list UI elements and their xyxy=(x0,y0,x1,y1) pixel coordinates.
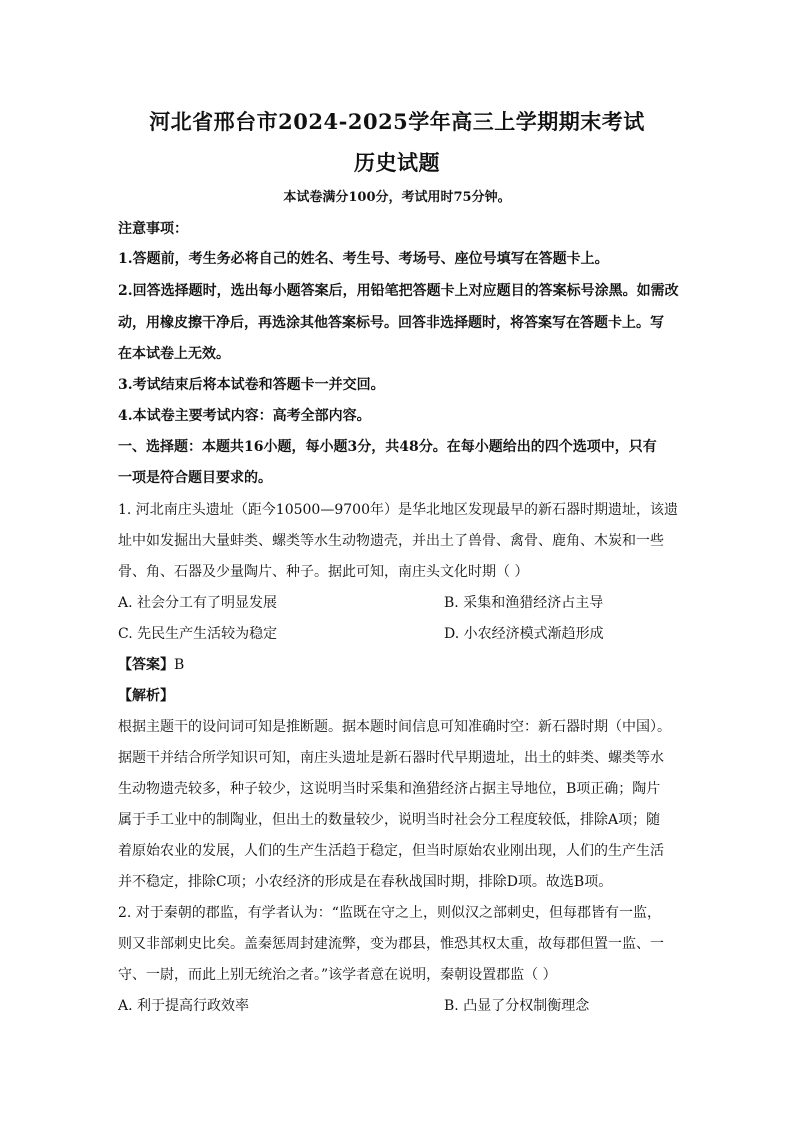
note-line: 1.答题前，考生务必将自己的姓名、考生号、考场号、座位号填写在答题卡上。 xyxy=(118,251,609,267)
section-heading: 一项是符合题目要求的。 xyxy=(118,470,272,486)
question-stem: 址中如发掘出大量蚌类、螺类等水生动物遗壳，并出土了兽骨、禽骨、鹿角、木炭和一些 xyxy=(118,533,664,549)
exam-title: 河北省邢台市2024-2025学年高三上学期期末考试 xyxy=(149,109,645,134)
analysis-label: 【解析】 xyxy=(118,688,174,704)
question-stem: 2. 对于秦朝的郡监，有学者认为：“监既在守之上，则似汉之部刺史，但每郡皆有一监， xyxy=(118,905,661,921)
exam-meta: 本试卷满分100分，考试用时75分钟。 xyxy=(283,190,511,205)
question-stem: 骨、角、石器及少量陶片、种子。据此可知，南庄头文化时期（ ） xyxy=(118,564,529,580)
question-stem: 则又非部刺史比矣。盖秦惩周封建流弊，变为郡县，惟恐其权太重，故每郡但置一监、一 xyxy=(118,936,664,952)
analysis-line: 根据主题干的设问词可知是推断题。据本题时间信息可知准确时空：新石器时期（中国）。 xyxy=(118,719,671,735)
analysis-line: 据题干并结合所学知识可知，南庄头遗址是新石器时代早期遗址，出土的蚌类、螺类等水 xyxy=(118,750,664,766)
question-stem: 1. 河北南庄头遗址（距今10500—9700年）是华北地区发现最早的新石器时期遗址，该遗 xyxy=(118,502,678,518)
subject-title: 历史试题 xyxy=(354,150,440,175)
option-b: B. 凸显了分权制衡理念 xyxy=(444,998,590,1014)
option-d: D. 小农经济模式渐趋形成 xyxy=(444,626,604,642)
answer-label: 【答案】 xyxy=(118,657,174,673)
answer-line xyxy=(118,655,678,675)
notes-heading: 注意事项： xyxy=(118,221,188,237)
question-stem: 守、一尉，而此上别无统治之者。”该学者意在说明，秦朝设置郡监（ ） xyxy=(118,967,557,983)
note-line: 4.本试卷主要考试内容：高考全部内容。 xyxy=(118,408,371,424)
option-b: B. 采集和渔猎经济占主导 xyxy=(444,595,604,611)
analysis-line: 并不稳定，排除C项；小农经济的形成是在春秋战国时期，排除D项。故选B项。 xyxy=(118,874,613,890)
analysis-line: 属于手工业中的制陶业，但出土的数量较少，说明当时社会分工程度较低，排除A项；随 xyxy=(118,812,661,828)
section-heading: 一、选择题：本题共16小题，每小题3分，共48分。在每小题给出的四个选项中，只有 xyxy=(118,439,657,455)
option-a: A. 社会分工有了明显发展 xyxy=(118,595,278,611)
answer-value: B xyxy=(174,657,185,673)
note-line: 动，用橡皮擦干净后，再选涂其他答案标号。回答非选择题时，将答案写在答题卡上。写 xyxy=(118,315,664,331)
option-a: A. 利于提高行政效率 xyxy=(118,998,250,1014)
note-line: 3.考试结束后将本试卷和答题卡一并交回。 xyxy=(118,377,385,393)
analysis-line: 着原始农业的发展，人们的生产生活趋于稳定，但当时原始农业刚出现，人们的生产生活 xyxy=(118,843,664,859)
option-c: C. 先民生产生活较为稳定 xyxy=(118,626,278,642)
note-line: 2.回答选择题时，选出每小题答案后，用铅笔把答题卡上对应题目的答案标号涂黑。如需改 xyxy=(118,283,679,299)
analysis-line: 生动物遗壳较多，种子较少，这说明当时采集和渔猎经济占据主导地位，B项正确；陶片 xyxy=(118,781,661,797)
note-line: 在本试卷上无效。 xyxy=(118,346,230,362)
